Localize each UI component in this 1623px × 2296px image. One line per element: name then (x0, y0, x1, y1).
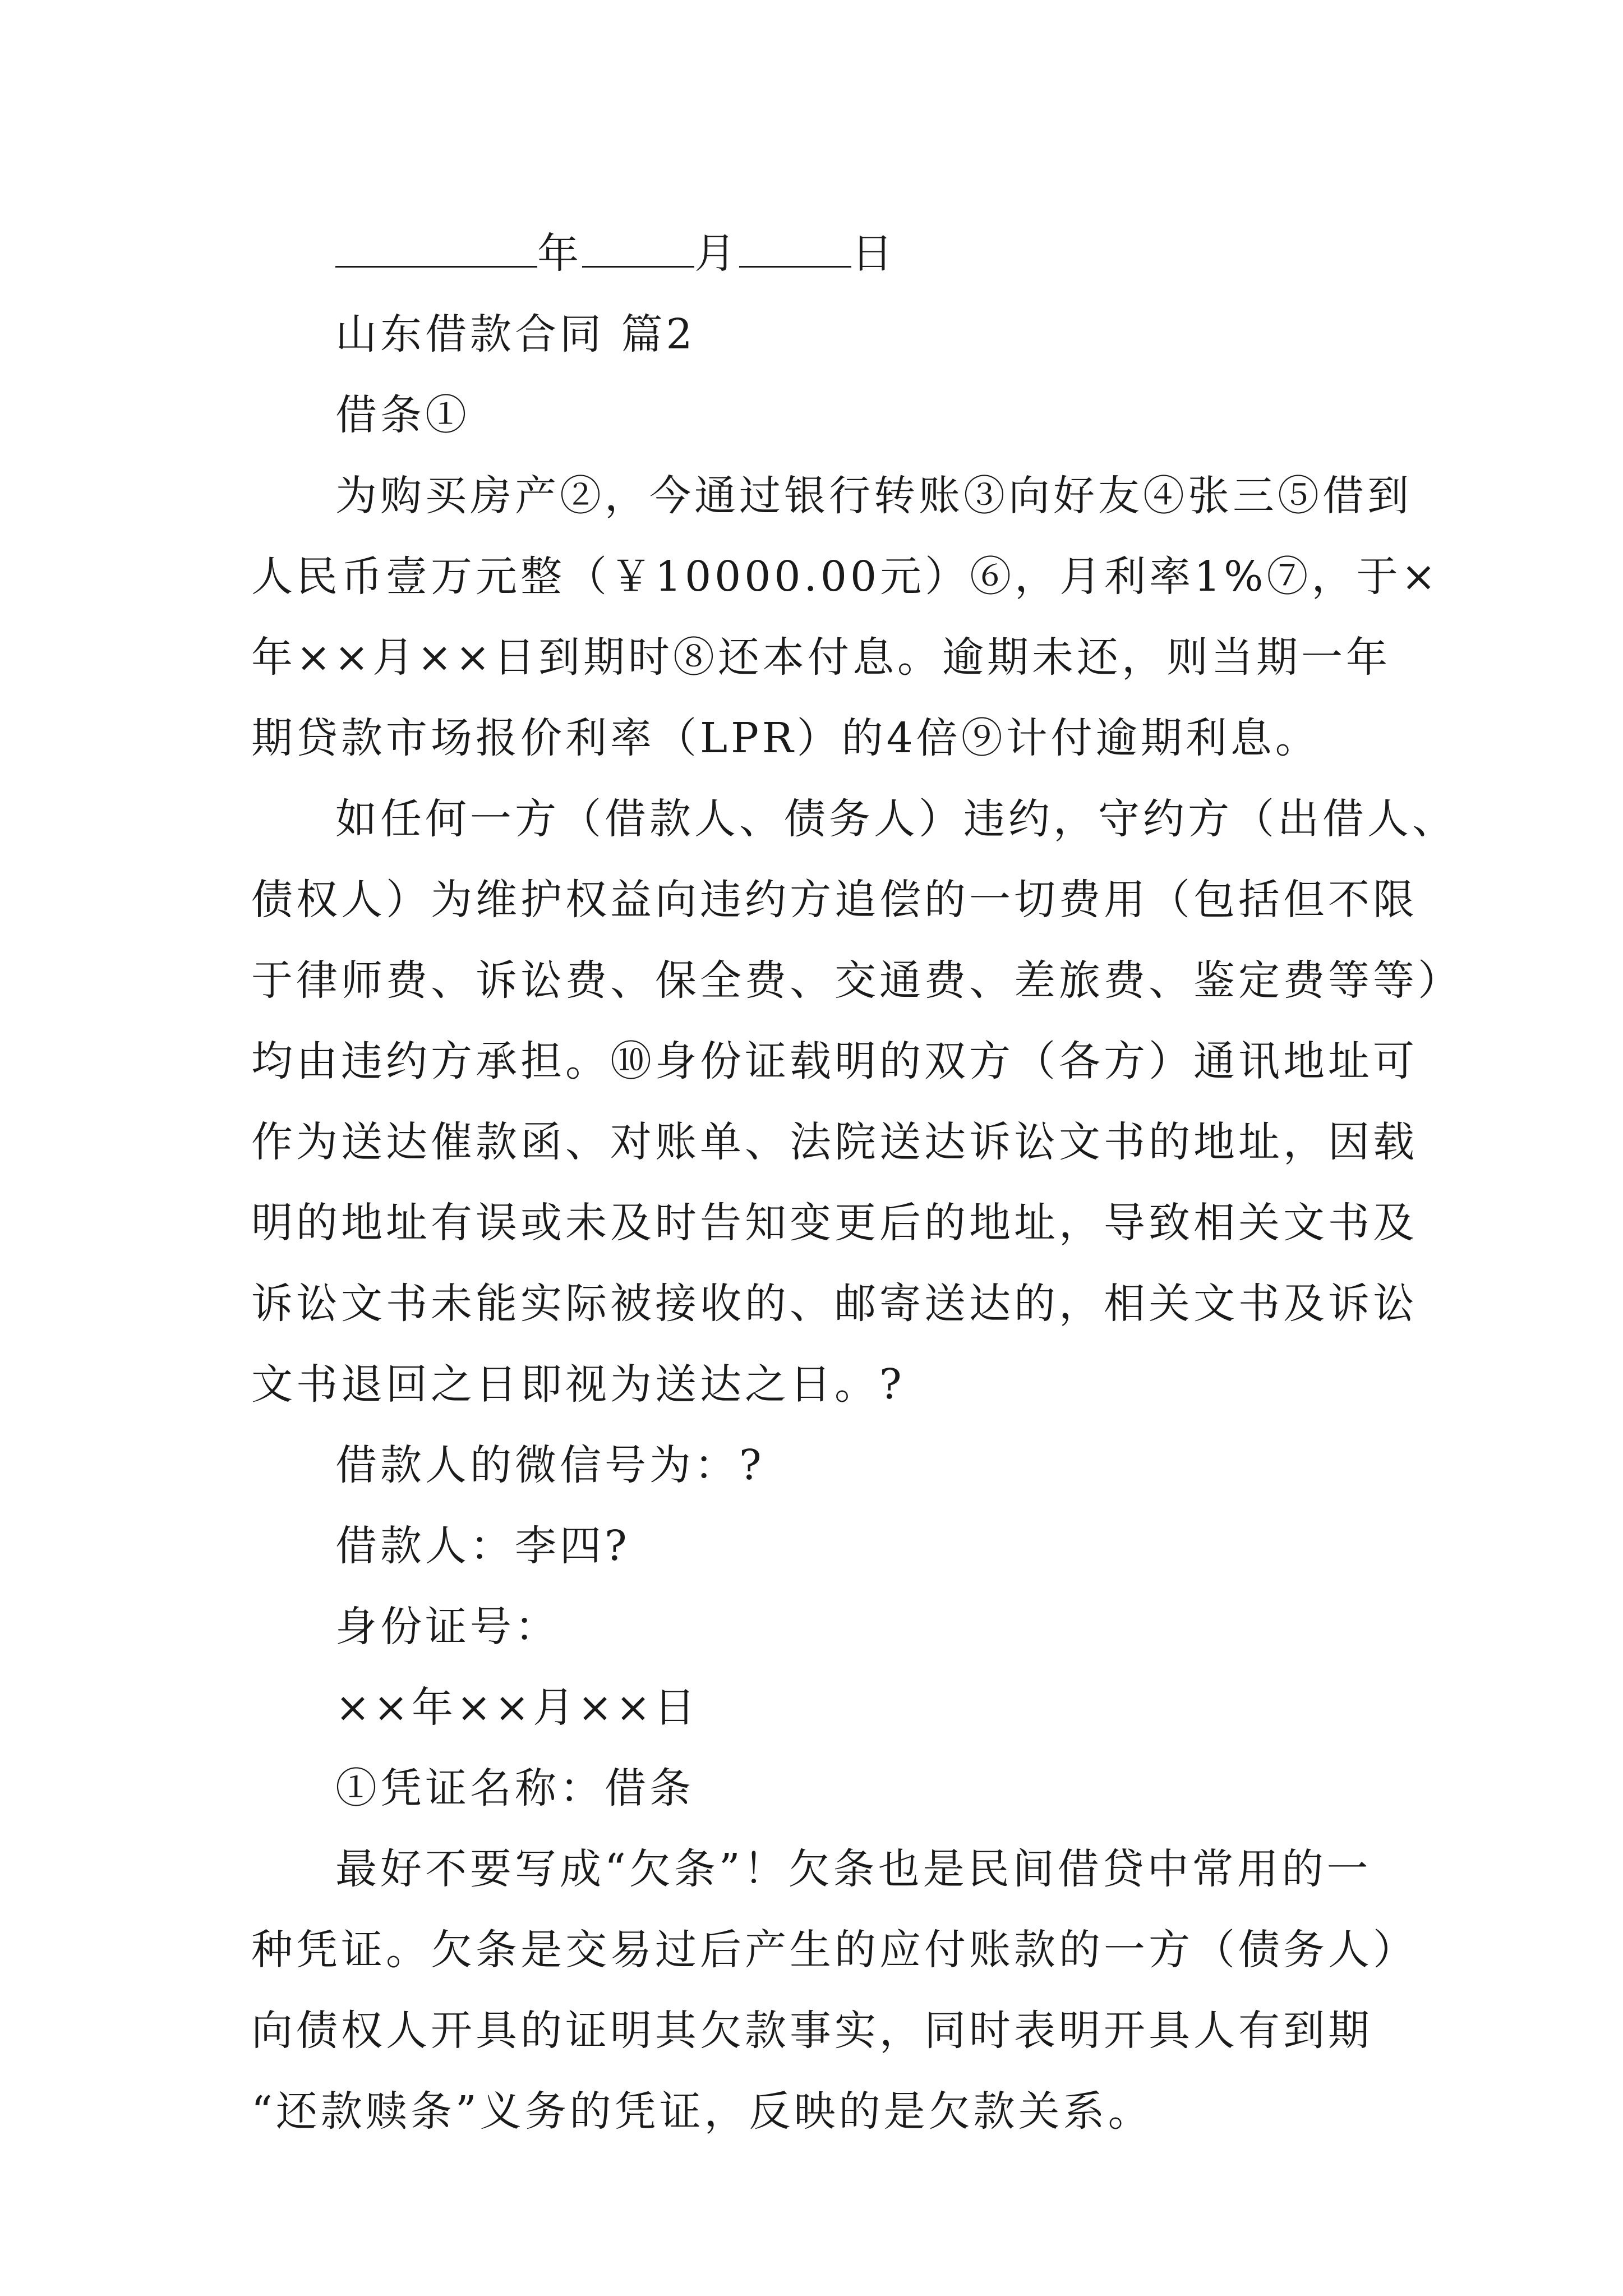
paragraph-line: 人民币壹万元整（￥10000.00元）⑥，月利率1%⑦，于× (251, 553, 1440, 601)
wechat-line: 借款人的微信号为：? (335, 1441, 765, 1489)
paragraph-line: 最好不要写成“欠条”！欠条也是民间借贷中常用的一 (335, 1845, 1372, 1893)
loan-terms-paragraph (251, 455, 1440, 779)
paragraph-line: 向债权人开具的证明其欠款事实，同时表明开具人有到期 (251, 2007, 1373, 2055)
note-title: 借条① (335, 391, 470, 439)
date-blank-line (251, 213, 1378, 294)
paragraph-line: 作为送达催款函、对账单、法院送达诉讼文书的地址，因载 (251, 1118, 1418, 1166)
day-label: 日 (851, 229, 896, 278)
paragraph-line: 诉讼文书未能实际被接收的、邮寄送达的，相关文书及诉讼 (251, 1280, 1418, 1328)
signature-date: ××年××月××日 (335, 1683, 699, 1732)
paragraph-line: 年××月××日到期时⑧还本付息。逾期未还，则当期一年 (251, 633, 1391, 682)
month-label: 月 (694, 229, 739, 278)
voucher-name-line: ①凭证名称：借条 (335, 1764, 694, 1812)
paragraph-line: “还款赎条”义务的凭证，反映的是欠款关系。 (251, 2087, 1153, 2136)
paragraph-line: 均由违约方承担。⑩身份证载明的双方（各方）通讯地址可 (251, 1037, 1418, 1085)
iou-explanation-paragraph (251, 1829, 1418, 2152)
paragraph-line: 文书退回之日即视为送达之日。? (251, 1360, 905, 1409)
paragraph-line: 为购买房产②，今通过银行转账③向好友④张三⑤借到 (335, 472, 1412, 520)
paragraph-line: 债权人）为维护权益向违约方追偿的一切费用（包括但不限 (251, 876, 1418, 924)
paragraph-line: 明的地址有误或未及时告知变更后的地址，导致相关文书及 (251, 1199, 1418, 1247)
day-blank (739, 232, 851, 268)
id-number-line: 身份证号： (335, 1603, 560, 1651)
paragraph-line: 期贷款市场报价利率（LPR）的4倍⑨计付逾期利息。 (251, 714, 1320, 762)
section-title: 山东借款合同 篇2 (335, 310, 696, 358)
month-blank (582, 232, 694, 268)
borrower-line: 借款人：李四? (335, 1522, 630, 1570)
document-page (251, 213, 1463, 2152)
paragraph-line: 如任何一方（借款人、债务人）违约，守约方（出借人、 (335, 795, 1457, 843)
year-label: 年 (537, 229, 582, 278)
paragraph-line: 于律师费、诉讼费、保全费、交通费、差旅费、鉴定费等等） (251, 956, 1463, 1005)
paragraph-line: 种凭证。欠条是交易过后产生的应付账款的一方（债务人） (251, 1926, 1418, 1974)
year-blank (335, 232, 537, 268)
breach-clause-paragraph (251, 779, 1463, 1425)
